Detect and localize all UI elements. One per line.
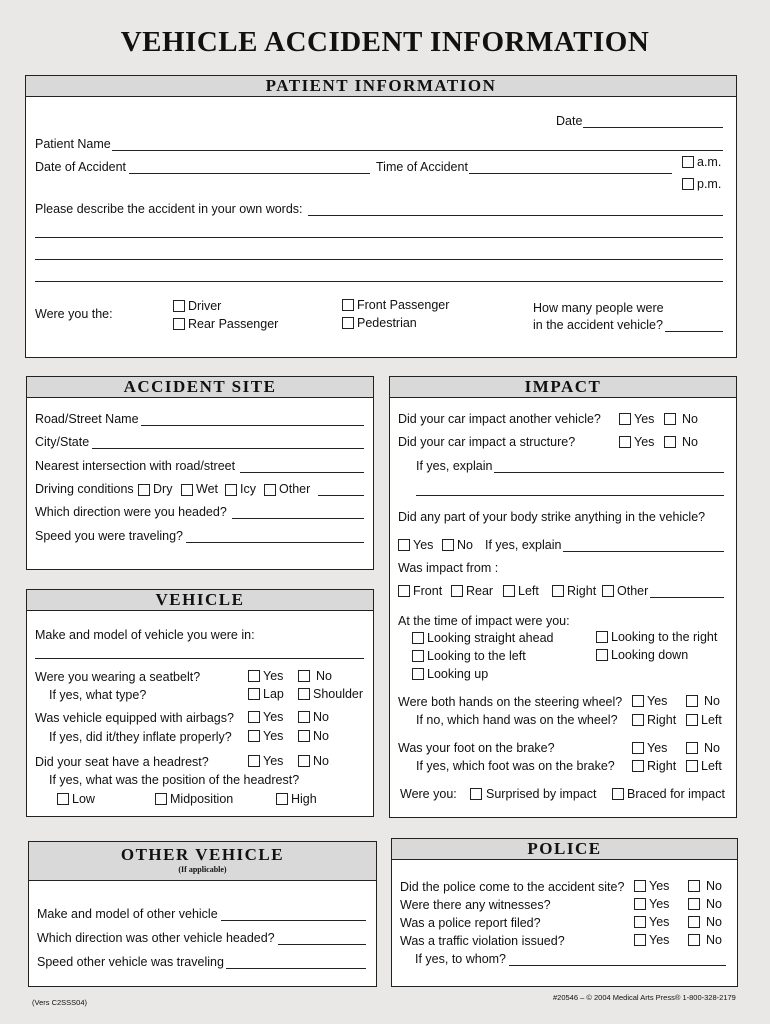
to-right-checkbox[interactable] xyxy=(596,631,608,643)
direction-label: Which direction was other vehicle headed? xyxy=(37,931,275,945)
seatbelt-no-checkbox[interactable] xyxy=(298,670,310,682)
describe-field-3[interactable] xyxy=(35,259,723,260)
witnesses-yes-label: Yes xyxy=(649,897,670,911)
rear-passenger-label: Rear Passenger xyxy=(188,317,279,331)
headrest-yes-label: Yes xyxy=(263,754,284,768)
midposition-checkbox[interactable] xyxy=(155,793,167,805)
left-label: Left xyxy=(518,584,539,598)
direction-field[interactable] xyxy=(232,518,364,519)
foot-right-checkbox[interactable] xyxy=(632,760,644,772)
structure-label: Did your car impact a structure? xyxy=(398,435,576,449)
front-passenger-label: Front Passenger xyxy=(357,298,450,312)
direction-label: Which direction were you headed? xyxy=(35,505,227,519)
both-hands-label: Were both hands on the steering wheel? xyxy=(398,695,623,709)
body-strike-no-checkbox[interactable] xyxy=(442,539,454,551)
vehicle-section xyxy=(26,589,374,817)
patient-name-field[interactable] xyxy=(112,150,723,151)
pedestrian-label: Pedestrian xyxy=(357,316,417,330)
foot-brake-no-label: No xyxy=(704,741,720,755)
date-field[interactable] xyxy=(583,127,723,128)
speed-field[interactable] xyxy=(186,542,364,543)
body-strike-yes-checkbox[interactable] xyxy=(398,539,410,551)
inflate-yes-label: Yes xyxy=(263,729,284,743)
both-hands-yes-label: Yes xyxy=(647,694,668,708)
rear-checkbox[interactable] xyxy=(451,585,463,597)
inflate-no-checkbox[interactable] xyxy=(298,730,310,742)
right-checkbox[interactable] xyxy=(552,585,564,597)
airbags-no-label: No xyxy=(313,710,329,724)
foot-brake-label: Was your foot on the brake? xyxy=(398,741,555,755)
airbags-yes-label: Yes xyxy=(263,710,284,724)
structure-yes-checkbox[interactable] xyxy=(619,436,631,448)
section-header: ACCIDENT SITE xyxy=(27,377,373,398)
front-passenger-checkbox[interactable] xyxy=(342,299,354,311)
witnesses-yes-checkbox[interactable] xyxy=(634,898,646,910)
section-header: POLICE xyxy=(392,839,737,860)
make-model-field[interactable] xyxy=(35,658,364,659)
section-header xyxy=(29,842,376,881)
speed-label: Speed other vehicle was traveling xyxy=(37,955,224,969)
report-no-label: No xyxy=(706,915,722,929)
down-checkbox[interactable] xyxy=(596,649,608,661)
am-label: a.m. xyxy=(697,155,722,169)
both-hands-yes-checkbox[interactable] xyxy=(632,695,644,707)
midposition-label: Midposition xyxy=(170,792,234,806)
how-many-label-1: How many people were xyxy=(533,301,664,315)
which-foot-label: If yes, which foot was on the brake? xyxy=(416,759,615,773)
straight-checkbox[interactable] xyxy=(412,632,424,644)
were-you-label: Were you: xyxy=(400,787,457,801)
pm-checkbox[interactable] xyxy=(682,178,694,190)
impact-section xyxy=(389,376,737,818)
make-model-label: Make and model of vehicle you were in: xyxy=(35,628,255,642)
body-strike-yes-label: Yes xyxy=(413,538,434,552)
headrest-label: Did your seat have a headrest? xyxy=(35,755,209,769)
rear-label: Rear xyxy=(466,584,494,598)
explain-field-1[interactable] xyxy=(494,472,724,473)
accident-site-section xyxy=(26,376,374,570)
surprised-label: Surprised by impact xyxy=(486,787,597,801)
front-checkbox[interactable] xyxy=(398,585,410,597)
both-hands-no-label: No xyxy=(704,694,720,708)
front-label: Front xyxy=(413,584,443,598)
date-label: Date xyxy=(556,114,583,128)
shoulder-label: Shoulder xyxy=(313,687,364,701)
section-header: IMPACT xyxy=(390,377,736,398)
time-of-accident-field[interactable] xyxy=(469,173,672,174)
police-came-yes-label: Yes xyxy=(649,879,670,893)
police-came-no-checkbox[interactable] xyxy=(688,880,700,892)
how-many-label-2: in the accident vehicle? xyxy=(533,318,663,332)
road-field[interactable] xyxy=(141,425,364,426)
city-field[interactable] xyxy=(92,448,364,449)
foot-left-checkbox[interactable] xyxy=(686,760,698,772)
violation-yes-checkbox[interactable] xyxy=(634,934,646,946)
hand-left-checkbox[interactable] xyxy=(686,714,698,726)
other-vehicle-section xyxy=(28,841,377,987)
left-checkbox[interactable] xyxy=(503,585,515,597)
time-of-impact-label: At the time of impact were you: xyxy=(398,614,570,628)
city-label: City/State xyxy=(35,435,90,449)
body-strike-no-label: No xyxy=(457,538,473,552)
explain-label: If yes, explain xyxy=(416,459,493,473)
to-whom-field[interactable] xyxy=(509,965,726,966)
structure-no-checkbox[interactable] xyxy=(664,436,676,448)
intersection-field[interactable] xyxy=(240,472,364,473)
straight-label: Looking straight ahead xyxy=(427,631,554,645)
police-came-label: Did the police come to the accident site? xyxy=(400,880,625,894)
report-yes-checkbox[interactable] xyxy=(634,916,646,928)
braced-checkbox[interactable] xyxy=(612,788,624,800)
which-hand-label: If no, which hand was on the wheel? xyxy=(416,713,618,727)
other-vehicle-title: OTHER VEHICLE xyxy=(120,845,285,864)
report-yes-label: Yes xyxy=(649,915,670,929)
form-title: VEHICLE ACCIDENT INFORMATION xyxy=(120,26,650,58)
another-vehicle-label: Did your car impact another vehicle? xyxy=(398,412,601,426)
dry-label: Dry xyxy=(153,482,173,496)
braced-label: Braced for impact xyxy=(627,787,725,801)
version-code: (Vers C2SSS04) xyxy=(32,998,88,1007)
describe-label: Please describe the accident in your own words: xyxy=(35,202,303,216)
dry-checkbox[interactable] xyxy=(138,484,150,496)
down-label: Looking down xyxy=(611,648,689,662)
other-vehicle-subtitle: (If applicable) xyxy=(178,865,227,874)
another-vehicle-yes-label: Yes xyxy=(634,412,655,426)
icy-label: Icy xyxy=(240,482,256,496)
impact-from-label: Was impact from : xyxy=(398,561,499,575)
inflate-no-label: No xyxy=(313,729,329,743)
foot-brake-yes-checkbox[interactable] xyxy=(632,742,644,754)
seatbelt-yes-label: Yes xyxy=(263,669,284,683)
high-checkbox[interactable] xyxy=(276,793,288,805)
headrest-no-checkbox[interactable] xyxy=(298,755,310,767)
foot-right-label: Right xyxy=(647,759,677,773)
violation-no-label: No xyxy=(706,933,722,947)
describe-field-4[interactable] xyxy=(35,281,723,282)
speed-label: Speed you were traveling? xyxy=(35,529,184,543)
rear-passenger-checkbox[interactable] xyxy=(173,318,185,330)
to-left-label: Looking to the left xyxy=(427,649,526,663)
how-many-field[interactable] xyxy=(665,331,723,332)
low-checkbox[interactable] xyxy=(57,793,69,805)
driver-label: Driver xyxy=(188,299,222,313)
inflate-label: If yes, did it/they inflate properly? xyxy=(49,730,232,744)
another-vehicle-no-checkbox[interactable] xyxy=(664,413,676,425)
wet-checkbox[interactable] xyxy=(181,484,193,496)
body-strike-label: Did any part of your body strike anything in the vehicle? xyxy=(398,510,706,524)
surprised-checkbox[interactable] xyxy=(470,788,482,800)
structure-no-label: No xyxy=(682,435,698,449)
explain-field-2[interactable] xyxy=(416,495,724,496)
driver-checkbox[interactable] xyxy=(173,300,185,312)
patient-information-section xyxy=(25,75,737,358)
body-strike-explain-field[interactable] xyxy=(563,551,724,552)
report-label: Was a police report filed? xyxy=(400,916,541,930)
were-you-the-label: Were you the: xyxy=(35,307,113,321)
airbags-yes-checkbox[interactable] xyxy=(248,711,260,723)
road-label: Road/Street Name xyxy=(35,412,139,426)
police-section xyxy=(391,838,738,987)
other-impact-checkbox[interactable] xyxy=(602,585,614,597)
violation-yes-label: Yes xyxy=(649,933,670,947)
wet-label: Wet xyxy=(196,482,218,496)
witnesses-no-checkbox[interactable] xyxy=(688,898,700,910)
speed-field[interactable] xyxy=(226,968,366,969)
to-whom-label: If yes, to whom? xyxy=(415,952,507,966)
to-right-label: Looking to the right xyxy=(611,630,718,644)
structure-yes-label: Yes xyxy=(634,435,655,449)
seatbelt-no-label: No xyxy=(316,669,332,683)
section-header: PATIENT INFORMATION xyxy=(26,76,736,97)
pm-label: p.m. xyxy=(697,177,722,191)
lap-label: Lap xyxy=(263,687,284,701)
foot-left-label: Left xyxy=(701,759,722,773)
both-hands-no-checkbox[interactable] xyxy=(686,695,698,707)
seatbelt-yes-checkbox[interactable] xyxy=(248,670,260,682)
shoulder-checkbox[interactable] xyxy=(298,688,310,700)
date-of-accident-label: Date of Accident xyxy=(35,160,127,174)
police-came-no-label: No xyxy=(706,879,722,893)
make-model-label: Make and model of other vehicle xyxy=(37,907,218,921)
describe-field-2[interactable] xyxy=(35,237,723,238)
high-label: High xyxy=(291,792,317,806)
other-impact-label: Other xyxy=(617,584,649,598)
headrest-position-label: If yes, what was the position of the headrest? xyxy=(49,773,300,787)
another-vehicle-yes-checkbox[interactable] xyxy=(619,413,631,425)
date-of-accident-field[interactable] xyxy=(129,173,370,174)
conditions-label: Driving conditions xyxy=(35,482,134,496)
icy-checkbox[interactable] xyxy=(225,484,237,496)
body-strike-explain-label: If yes, explain xyxy=(485,538,562,552)
patient-name-label: Patient Name xyxy=(35,137,111,151)
foot-brake-yes-label: Yes xyxy=(647,741,668,755)
seatbelt-type-label: If yes, what type? xyxy=(49,688,147,702)
to-left-checkbox[interactable] xyxy=(412,650,424,662)
violation-no-checkbox[interactable] xyxy=(688,934,700,946)
direction-field[interactable] xyxy=(278,944,366,945)
hand-right-checkbox[interactable] xyxy=(632,714,644,726)
am-checkbox[interactable] xyxy=(682,156,694,168)
airbags-label: Was vehicle equipped with airbags? xyxy=(35,711,234,725)
up-label: Looking up xyxy=(427,667,489,681)
witnesses-label: Were there any witnesses? xyxy=(400,898,551,912)
other-field[interactable] xyxy=(318,495,364,496)
witnesses-no-label: No xyxy=(706,897,722,911)
other-checkbox[interactable] xyxy=(264,484,276,496)
inflate-yes-checkbox[interactable] xyxy=(248,730,260,742)
section-header: VEHICLE xyxy=(27,590,373,611)
report-no-checkbox[interactable] xyxy=(688,916,700,928)
headrest-no-label: No xyxy=(313,754,329,768)
describe-field-1[interactable] xyxy=(308,215,723,216)
lap-checkbox[interactable] xyxy=(248,688,260,700)
time-of-accident-label: Time of Accident xyxy=(376,160,468,174)
headrest-yes-checkbox[interactable] xyxy=(248,755,260,767)
hand-right-label: Right xyxy=(647,713,677,727)
other-impact-field[interactable] xyxy=(650,597,724,598)
police-came-yes-checkbox[interactable] xyxy=(634,880,646,892)
airbags-no-checkbox[interactable] xyxy=(298,711,310,723)
copyright-notice: #20546 – © 2004 Medical Arts Press® 1-800-328-2179 xyxy=(553,993,736,1002)
another-vehicle-no-label: No xyxy=(682,412,698,426)
hand-left-label: Left xyxy=(701,713,722,727)
make-model-field[interactable] xyxy=(221,920,366,921)
violation-label: Was a traffic violation issued? xyxy=(400,934,565,948)
low-label: Low xyxy=(72,792,95,806)
seatbelt-label: Were you wearing a seatbelt? xyxy=(35,670,201,684)
pedestrian-checkbox[interactable] xyxy=(342,317,354,329)
intersection-label: Nearest intersection with road/street xyxy=(35,459,236,473)
foot-brake-no-checkbox[interactable] xyxy=(686,742,698,754)
right-label: Right xyxy=(567,584,597,598)
other-label: Other xyxy=(279,482,311,496)
up-checkbox[interactable] xyxy=(412,668,424,680)
